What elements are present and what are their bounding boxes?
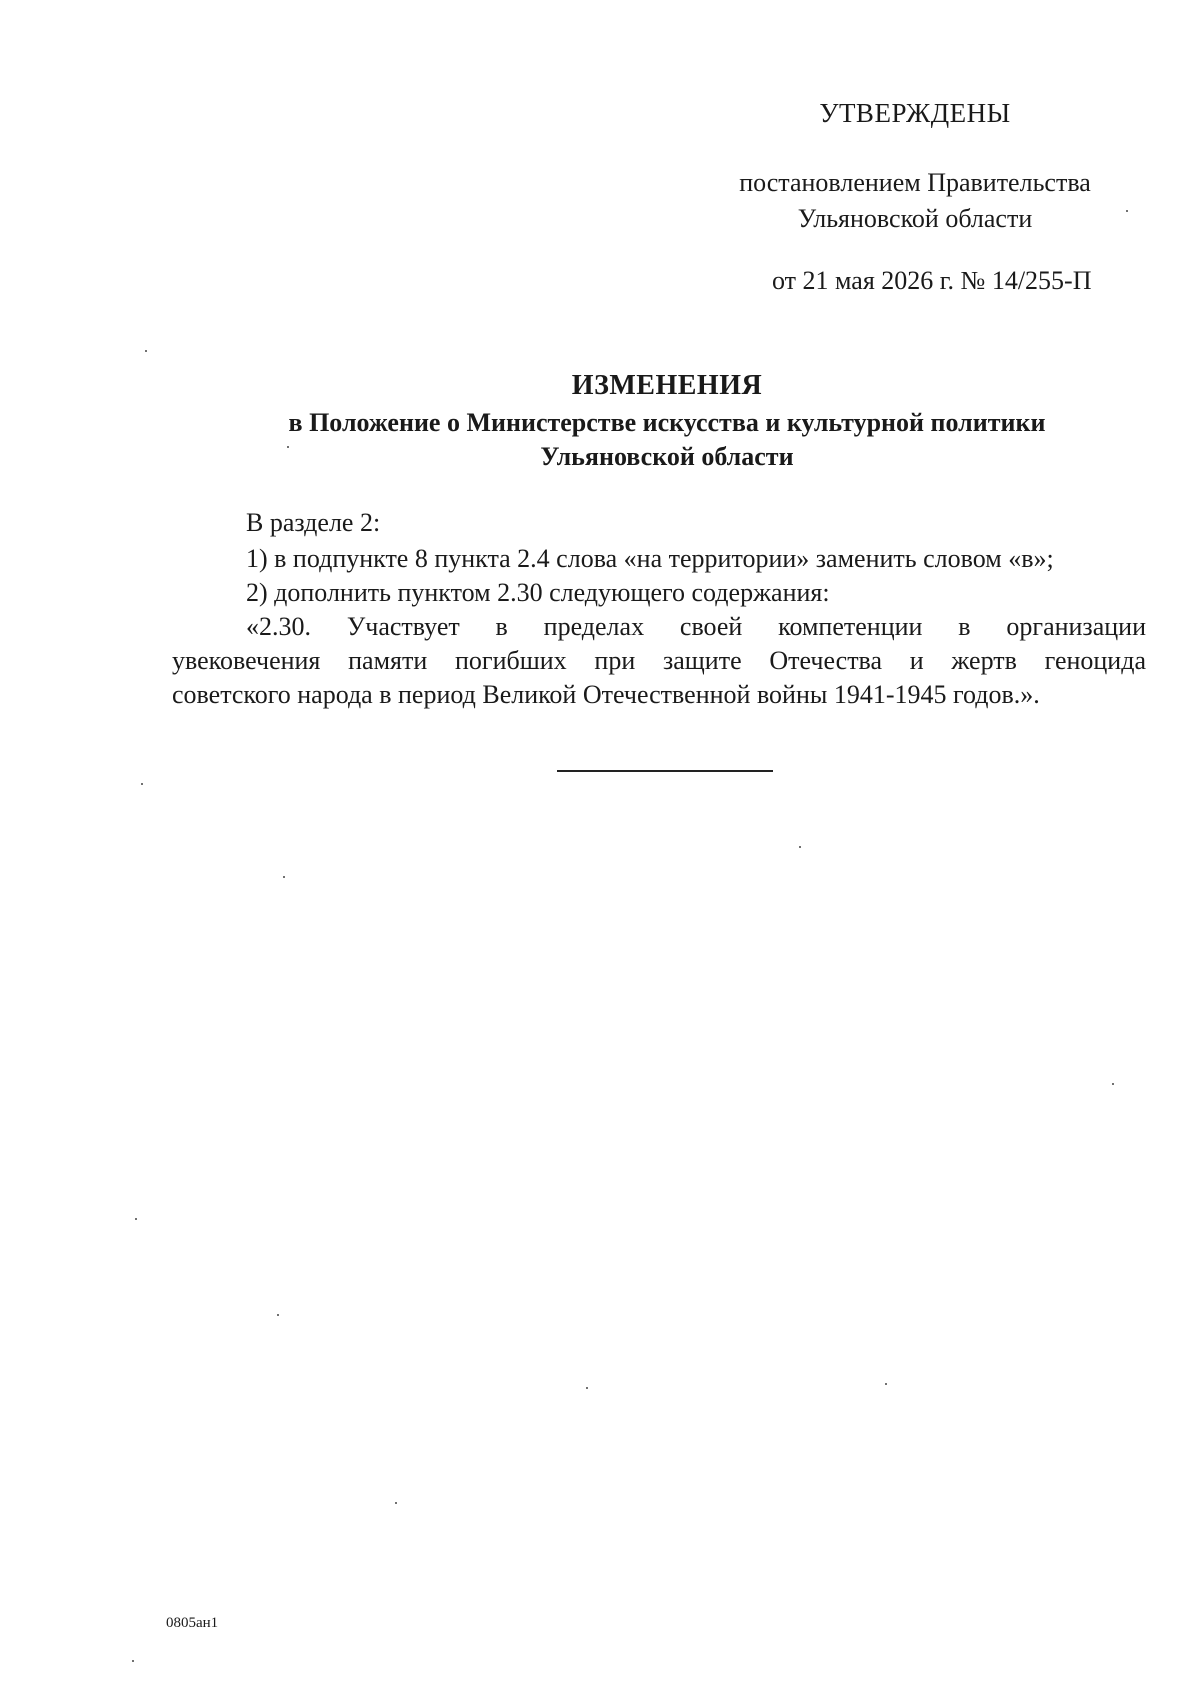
document-code: 0805ан1 bbox=[166, 1615, 219, 1631]
document-subtitle-line-2: Ульяновской области bbox=[540, 442, 794, 471]
quoted-clause-line-1: «2.30. Участвует в пределах своей компетенции в организации bbox=[246, 612, 1146, 641]
scan-speck bbox=[287, 446, 289, 448]
scan-speck bbox=[395, 1502, 397, 1504]
scan-speck bbox=[277, 1314, 279, 1316]
amendment-item-1: 1) в подпункте 8 пункта 2.4 слова «на территории» заменить словом «в»; bbox=[246, 544, 1054, 573]
section-intro: В разделе 2: bbox=[246, 508, 381, 537]
scan-speck bbox=[586, 1387, 588, 1389]
scan-speck bbox=[135, 1218, 137, 1220]
document-title: ИЗМЕНЕНИЯ bbox=[571, 370, 763, 401]
approval-stamp-title: УТВЕРЖДЕНЫ bbox=[819, 98, 1011, 128]
approval-authority-line: постановлением Правительства bbox=[739, 168, 1091, 197]
quoted-clause-line-2: увековечения памяти погибших при защите Отечества и жертв геноцида bbox=[172, 646, 1146, 675]
scan-speck bbox=[799, 846, 801, 848]
approval-region-line: Ульяновской области bbox=[797, 204, 1033, 233]
scan-speck bbox=[132, 1660, 134, 1662]
scan-speck bbox=[1126, 210, 1128, 212]
quoted-clause-line-3: советского народа в период Великой Отечественной войны 1941-1945 годов.». bbox=[172, 680, 1040, 709]
scan-speck bbox=[283, 876, 285, 878]
scan-speck bbox=[885, 1383, 887, 1385]
scan-speck bbox=[145, 350, 147, 352]
document-subtitle-line-1: в Положение о Министерстве искусства и культурной политики bbox=[288, 408, 1046, 437]
scan-speck bbox=[1112, 1083, 1114, 1085]
approval-date-number: от 21 мая 2026 г. № 14/255-П bbox=[772, 266, 1092, 295]
scan-speck bbox=[141, 783, 143, 785]
amendment-item-2: 2) дополнить пунктом 2.30 следующего содержания: bbox=[246, 578, 830, 607]
closing-divider bbox=[557, 770, 773, 772]
